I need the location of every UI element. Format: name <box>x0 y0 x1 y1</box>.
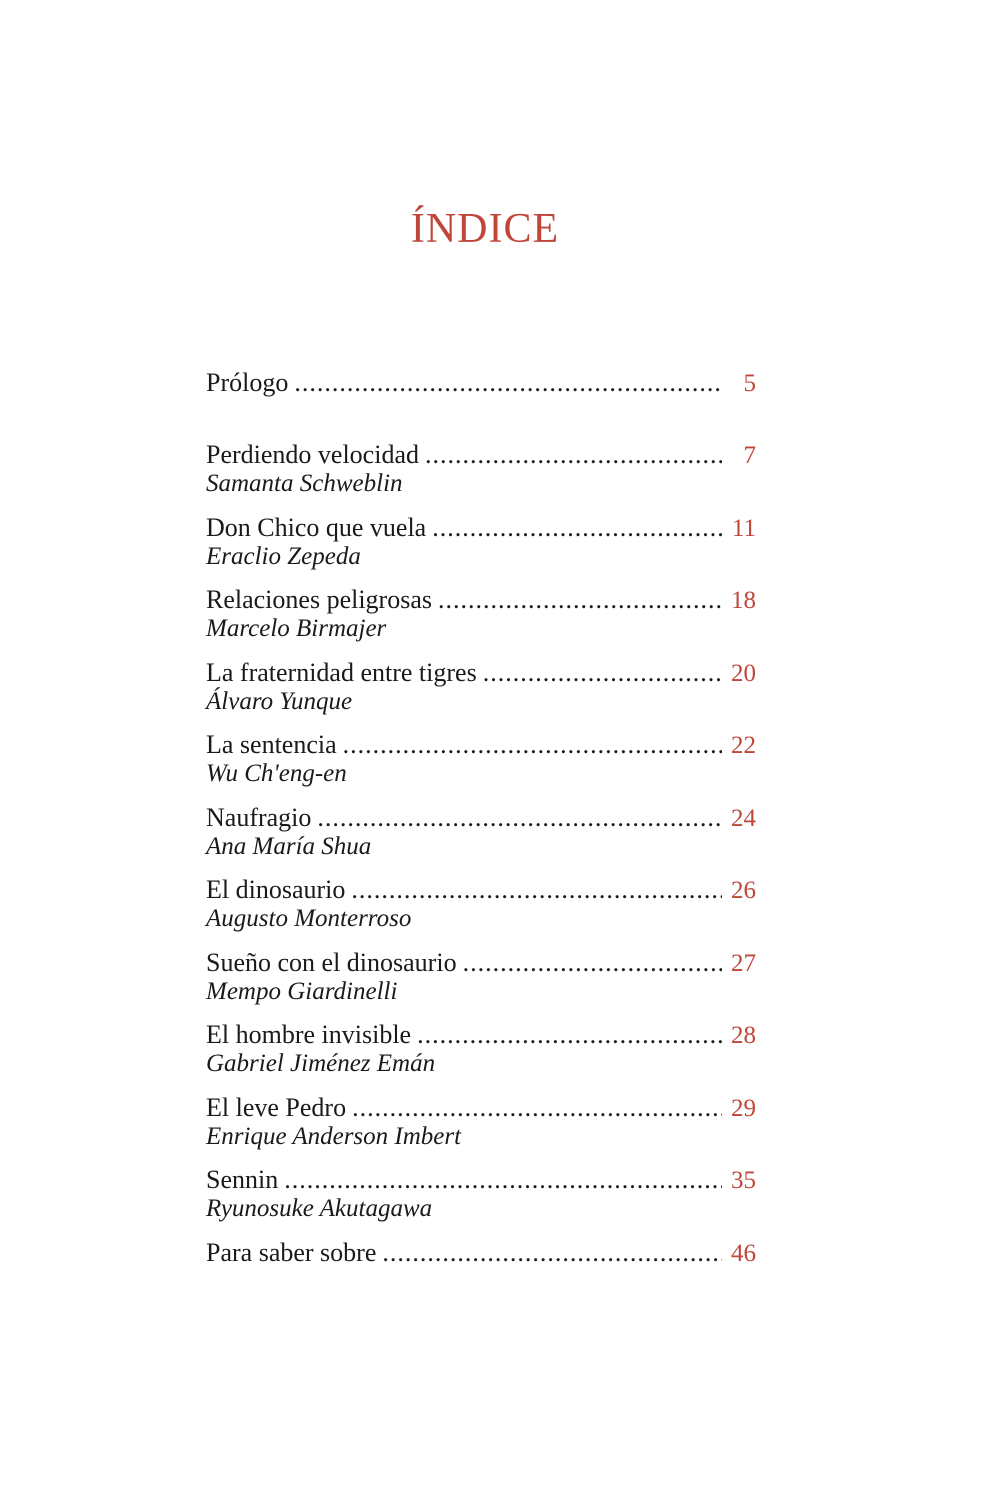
dot-leader <box>343 730 722 760</box>
entry-author: Eraclio Zepeda <box>206 543 361 570</box>
page-number: 46 <box>731 1240 756 1267</box>
entry-author: Enrique Anderson Imbert <box>206 1123 462 1150</box>
entry-author: Ryunosuke Akutagawa <box>206 1195 433 1222</box>
page-number: 28 <box>731 1022 756 1049</box>
entry-author: Ana María Shua <box>206 833 372 860</box>
dot-leader <box>483 658 722 688</box>
entry-author: Wu Ch'eng-en <box>206 760 347 787</box>
entry-title: Don Chico que vuela <box>206 513 427 542</box>
dot-leader <box>382 1238 722 1268</box>
entry-author: Augusto Monterroso <box>206 905 412 932</box>
dot-leader <box>463 948 722 978</box>
entry-title: Sennin <box>206 1165 279 1194</box>
dot-leader <box>438 585 722 615</box>
entry-author: Mempo Giardinelli <box>206 978 398 1005</box>
page-title: ÍNDICE <box>410 206 560 252</box>
page-number: 27 <box>731 950 756 977</box>
toc-entry-para-saber-sobre[interactable] <box>206 1238 756 1268</box>
toc-entry-el-leve-pedro[interactable] <box>206 1093 756 1151</box>
entry-author: Samanta Schweblin <box>206 470 403 497</box>
toc-entry-la-sentencia[interactable] <box>206 730 756 788</box>
toc-entry-naufragio[interactable] <box>206 803 756 861</box>
page-number: 29 <box>731 1095 756 1122</box>
toc-entry-el-hombre-invisible[interactable] <box>206 1020 756 1078</box>
entry-title: El hombre invisible <box>206 1020 412 1049</box>
entry-title: Para saber sobre <box>206 1238 377 1267</box>
toc-entry-prologo[interactable] <box>206 368 756 398</box>
toc-entry-relaciones-peligrosas[interactable] <box>206 585 756 643</box>
dot-leader <box>352 1093 722 1123</box>
page-number: 22 <box>731 732 756 759</box>
page-number: 7 <box>743 442 756 469</box>
entry-author: Marcelo Birmajer <box>206 615 387 642</box>
entry-author: Gabriel Jiménez Emán <box>206 1050 436 1077</box>
toc-entry-sennin[interactable] <box>206 1165 756 1223</box>
entry-author: Álvaro Yunque <box>206 688 353 715</box>
page-number: 18 <box>731 587 756 614</box>
entry-title: El dinosaurio <box>206 875 346 904</box>
toc-entry-el-dinosaurio[interactable] <box>206 875 756 933</box>
toc-entry-la-fraternidad-entre-tigres[interactable] <box>206 658 756 716</box>
page-number: 5 <box>743 370 756 397</box>
dot-leader <box>284 1165 722 1195</box>
entry-title: El leve Pedro <box>206 1093 347 1122</box>
page-number: 35 <box>731 1167 756 1194</box>
dot-leader <box>425 440 722 470</box>
page-number: 20 <box>731 660 756 687</box>
entry-title: Sueño con el dinosaurio <box>206 948 457 977</box>
entry-title: Prólogo <box>206 368 289 397</box>
page-number: 24 <box>731 805 756 832</box>
toc-entry-don-chico-que-vuela[interactable] <box>206 513 756 571</box>
dot-leader <box>317 803 722 833</box>
entry-title: Perdiendo velocidad <box>206 440 419 469</box>
dot-leader <box>432 513 722 543</box>
entry-title: Naufragio <box>206 803 312 832</box>
entry-title: La fraternidad entre tigres <box>206 658 477 687</box>
toc-entry-perdiendo-velocidad[interactable] <box>206 440 756 498</box>
dot-leader <box>351 875 722 905</box>
page-number: 26 <box>731 877 756 904</box>
entry-title: Relaciones peligrosas <box>206 585 432 614</box>
entry-title: La sentencia <box>206 730 337 759</box>
page-number: 11 <box>731 515 756 542</box>
toc-entry-sueno-con-el-dinosaurio[interactable] <box>206 948 756 1006</box>
dot-leader <box>294 368 722 398</box>
dot-leader <box>417 1020 722 1050</box>
